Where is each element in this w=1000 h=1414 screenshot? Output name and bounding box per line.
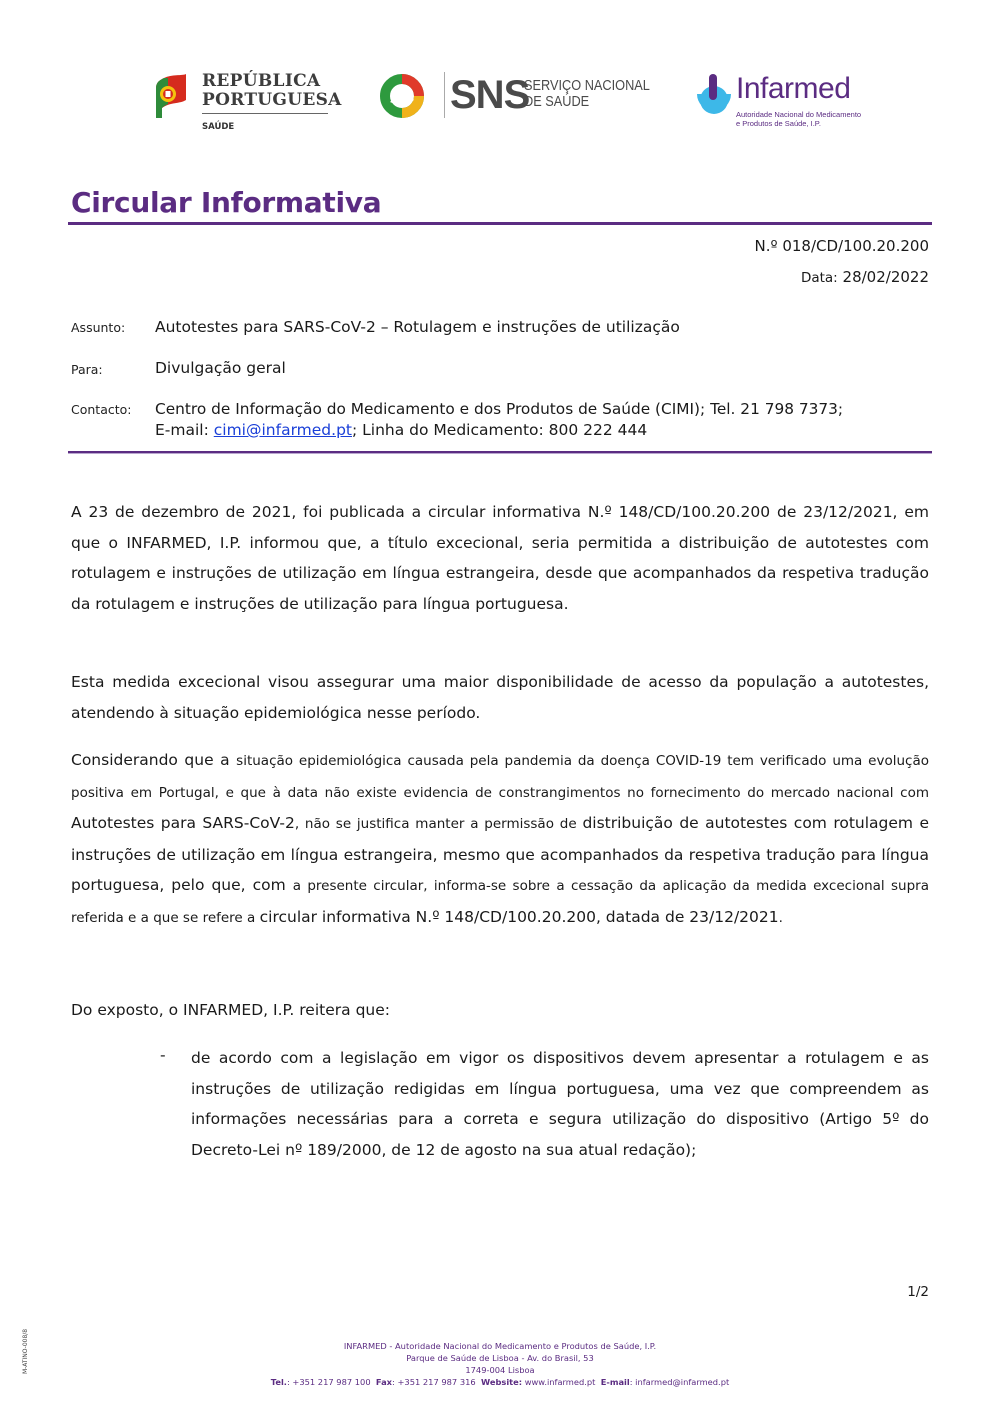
p3-part-b: situação epidemiológica causada pela pandemia da doença COVID-19 tem verificado uma evolução positiva em Portugal, e que à data não existe evidencia de constrangimentos no fornecimento do mercado nacional com bbox=[71, 753, 929, 801]
assunto-value: Autotestes para SARS-CoV-2 – Rotulagem e instruções de utilização bbox=[155, 318, 680, 336]
sns-ring-icon bbox=[380, 74, 424, 118]
para-value: Divulgação geral bbox=[155, 359, 286, 377]
footer-address: Parque de Saúde de Lisboa - Av. do Brasil, 53 bbox=[406, 1353, 594, 1363]
footer-contacts bbox=[0, 1376, 1000, 1388]
paragraph-4: Do exposto, o INFARMED, I.P. reitera que: bbox=[71, 1001, 390, 1019]
p3-part-h: . bbox=[778, 909, 783, 926]
email-label: E-mail: bbox=[155, 421, 214, 439]
p3-part-g: circular informativa N.º 148/CD/100.20.200, datada de 23/12/2021 bbox=[259, 907, 779, 926]
logo-text-saude: SAÚDE bbox=[202, 122, 235, 132]
footer-tel: : +351 217 987 100 bbox=[286, 1377, 371, 1387]
p3-part-f: a presente circular, informa-se sobre a cessação da aplicação da medida excecional supra referida e a que se refere a bbox=[71, 878, 930, 926]
p3-part-a: Considerando que a bbox=[71, 751, 237, 769]
footer-org: INFARMED - Autoridade Nacional do Medicamento e Produtos de Saúde, I.P. bbox=[343, 1341, 657, 1351]
contacto-label: Contacto: bbox=[71, 402, 132, 417]
assunto-label: Assunto: bbox=[71, 320, 126, 335]
bullet-item-1: de acordo com a legislação em vigor os dispositivos devem apresentar a rotulagem e as instruções de utilização redigidas em língua portuguesa, uma vez que compreendem as informações necessárias para a correta e segura utilização do dispositivo (Artigo 5º do Decreto-Lei nº 189/2000, de 12 de agosto na sua atual redação); bbox=[191, 1049, 929, 1159]
logo-text-autoridade: Autoridade Nacional do Medicamento bbox=[736, 110, 862, 119]
form-code: M-ATINO-008/8 bbox=[22, 1328, 29, 1374]
logo-text-servico-nacional: SERVIÇO NACIONAL bbox=[524, 77, 650, 94]
bullet-marker: - bbox=[160, 1046, 166, 1064]
logo-text-portuguesa: PORTUGUESA bbox=[202, 90, 342, 110]
contacto-line2 bbox=[155, 421, 647, 439]
logo-separator bbox=[444, 72, 445, 118]
footer-fax: : +351 217 987 316 bbox=[392, 1377, 476, 1387]
footer-postal: 1749-004 Lisboa bbox=[465, 1365, 535, 1375]
circular-date bbox=[801, 268, 929, 286]
p3-part-e: distribuição de autotestes com rotulagem e instruções de utilização em língua estrangeira, mesmo que acompanhados da respetiva tradução para língua portuguesa, pelo que, com bbox=[71, 814, 929, 894]
sns-logo bbox=[378, 72, 658, 122]
logo-text-produtos: e Produtos de Saúde, I.P. bbox=[736, 119, 821, 128]
logo-text-de-saude: DE SAÚDE bbox=[524, 93, 590, 110]
para-label: Para: bbox=[71, 362, 103, 377]
republica-portuguesa-logo bbox=[150, 72, 340, 134]
title-divider bbox=[68, 222, 932, 225]
footer-website-label: Website: bbox=[480, 1377, 523, 1387]
p3-part-d: , não se justifica manter a permissão de bbox=[294, 816, 583, 832]
document-title: Circular Informativa bbox=[71, 186, 382, 219]
paragraph-3 bbox=[71, 745, 929, 933]
header-divider bbox=[68, 451, 932, 454]
date-value: 28/02/2022 bbox=[842, 268, 929, 286]
footer-fax-label: Fax bbox=[375, 1377, 393, 1387]
portugal-flag-icon bbox=[152, 74, 188, 118]
footer-email-label: E-mail bbox=[600, 1377, 630, 1387]
logo-text-republica: REPÚBLICA bbox=[202, 71, 321, 91]
footer-tel-label: Tel. bbox=[270, 1377, 287, 1387]
page-number: 1/2 bbox=[907, 1284, 929, 1300]
logo-divider bbox=[202, 113, 328, 114]
cimi-email-link[interactable]: cimi@infarmed.pt bbox=[213, 421, 352, 439]
footer-website[interactable]: www.infarmed.pt bbox=[522, 1377, 596, 1387]
footer bbox=[0, 1340, 1000, 1388]
date-label: Data: bbox=[800, 270, 838, 286]
logo-text-infarmed: Infarmed bbox=[736, 72, 851, 105]
infarmed-logo bbox=[694, 74, 874, 134]
paragraph-1: A 23 de dezembro de 2021, foi publicada a circular informativa N.º 148/CD/100.20.200 de 23/12/2021, em que o INFARMED, I.P. informou que, a título excecional, seria permitida a distribuição de autotestes com rotulagem e instruções de utilização em língua estrangeira, desde que acompanhados da respetiva tradução da rotulagem e instruções de utilização para língua portuguesa. bbox=[71, 503, 929, 613]
paragraph-2: Esta medida excecional visou assegurar uma maior disponibilidade de acesso da população a autotestes, atendendo à situação epidemiológica nesse período. bbox=[71, 673, 929, 722]
contacto-line1: Centro de Informação do Medicamento e dos Produtos de Saúde (CIMI); Tel. 21 798 7373; bbox=[155, 400, 844, 418]
p3-part-c: Autotestes para SARS-CoV-2 bbox=[71, 814, 295, 832]
infarmed-mark-icon bbox=[694, 74, 736, 116]
logo-text-sns: SNS bbox=[450, 73, 530, 117]
footer-email[interactable]: : infarmed@infarmed.pt bbox=[629, 1377, 730, 1387]
circular-reference: N.º 018/CD/100.20.200 bbox=[754, 237, 929, 255]
linha-medicamento: ; Linha do Medicamento: 800 222 444 bbox=[352, 421, 648, 439]
